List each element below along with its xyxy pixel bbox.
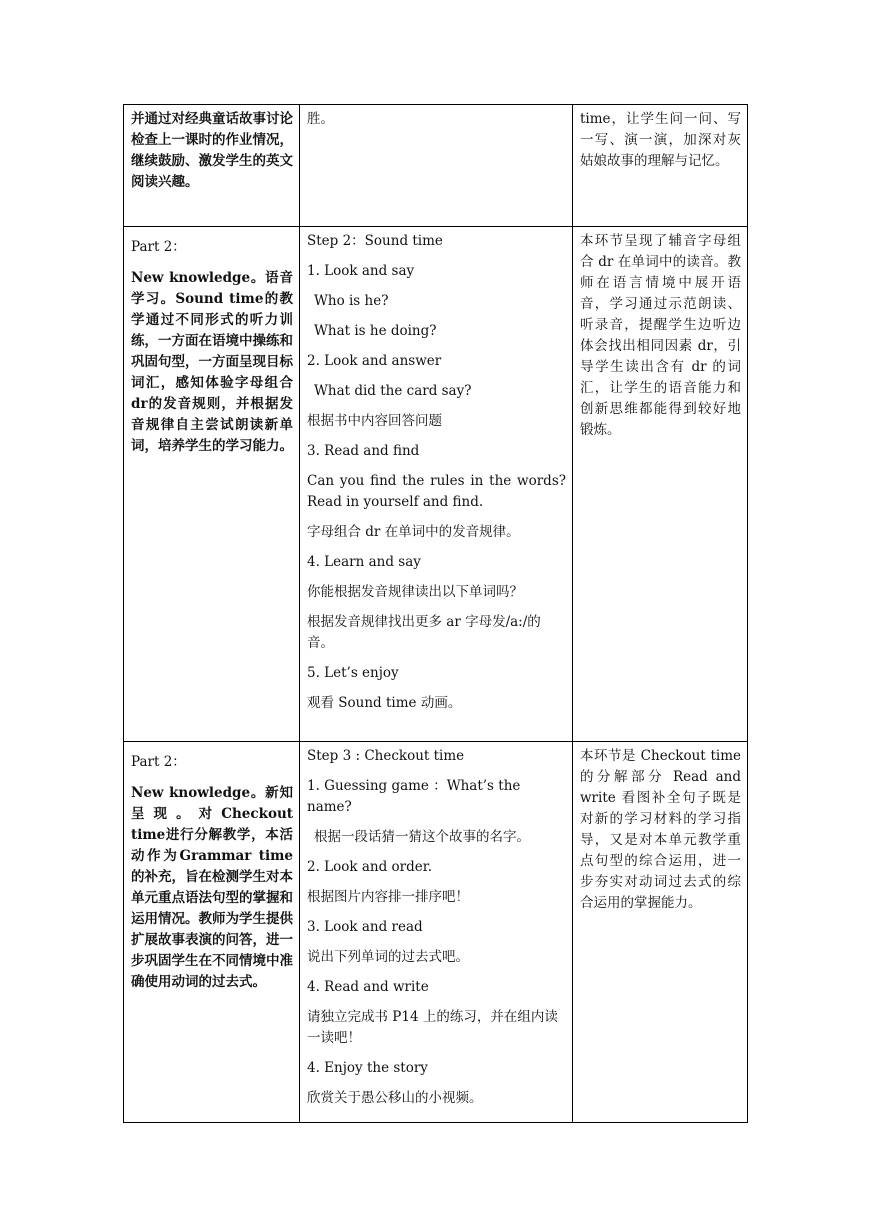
part-label: Part 2： — [131, 754, 186, 770]
activity-line: What is he doing? — [314, 323, 437, 339]
step-title: Step 2：Sound time — [307, 233, 443, 249]
table-row — [124, 227, 748, 742]
objective-text: New knowledge。新知呈现。对Checkout time进行分解教学，本活动作为Grammar time的补充，旨在检测学生对本单元重点语法句型的掌握和运用情况。教师为学生提供扩展故事表演的问答，进一步巩固学生在不同情境中准确使用动词的过去式。 — [131, 785, 293, 990]
objective-text: New knowledge。语音学习。Sound time的教学通过不同形式的听力训练，一方面在语境中操练和巩固句型，一方面呈现目标词汇，感知体验字母组合dr的发音规则，并根据发音规律自主尝试朗读新单词，培养学生的学习能力。 — [131, 270, 293, 454]
activity-line: 3. Look and read — [307, 919, 423, 935]
step-title: Step 3 : Checkout time — [307, 748, 465, 764]
rationale-text: 本环节呈现了辅音字母组合 dr 在单词中的读音。教师在语言情境中展开语音，学习通过示范朗读、听录音，提醒学生边听边体会找出相同因素 dr，引导学生读出含有 dr 的词汇，让学生的语音能力和创新思维都能得到较好地锻炼。 — [580, 233, 741, 438]
activity-line: 根据一段话猜一猜这个故事的名字。 — [314, 829, 530, 845]
rationale-cell — [573, 742, 748, 1123]
objective-text: 并通过对经典童话故事讨论检查上一课时的作业情况，继续鼓励、激发学生的英文阅读兴趣。 — [131, 111, 293, 190]
activity-line: 根据图片内容排一排序吧！ — [307, 889, 469, 905]
lesson-plan-table — [123, 104, 748, 1123]
activity-line: 5. Let’s enjoy — [307, 665, 399, 681]
activity-text: 胜。 — [307, 111, 334, 127]
activity-line: 根据书中内容回答问题 — [307, 413, 442, 429]
activity-line: 4. Read and write — [307, 979, 429, 995]
objective-cell — [124, 105, 300, 227]
activity-line: 观看 Sound time 动画。 — [307, 695, 462, 711]
activity-line: What did the card say? — [314, 383, 472, 399]
activity-line: 1. Look and say — [307, 263, 415, 279]
objective-cell — [124, 742, 300, 1123]
table-row — [124, 742, 748, 1123]
activity-line: 根据发音规律找出更多 ar 字母发/a:/的音。 — [307, 614, 541, 651]
rationale-cell — [573, 105, 748, 227]
rationale-text: 本环节是 Checkout time 的分解部分 Read and write 看图补全句子既是对新的学习材料的学习指导，又是对本单元教学重点句型的综合运用，进一步夯实对动词过去式的综合运用的掌握能力。 — [580, 748, 741, 911]
rationale-cell — [573, 227, 748, 742]
activity-line: 欣赏关于愚公移山的小视频。 — [307, 1090, 483, 1106]
table-row — [124, 105, 748, 227]
activity-line: 你能根据发音规律读出以下单词吗？ — [307, 584, 523, 600]
activity-line: Who is he? — [314, 293, 389, 309]
activity-line: 3. Read and find — [307, 443, 420, 459]
activity-line: 2. Look and order. — [307, 859, 433, 875]
activity-cell — [300, 105, 573, 227]
part-label: Part 2： — [131, 239, 186, 255]
activity-cell — [300, 742, 573, 1123]
activity-line: 4. Enjoy the story — [307, 1060, 428, 1076]
activity-cell — [300, 227, 573, 742]
rationale-text: time，让学生问一问、写一写、演一演，加深对灰姑娘故事的理解与记忆。 — [580, 111, 741, 169]
objective-cell — [124, 227, 300, 742]
activity-line: 请独立完成书 P14 上的练习，并在组内读一读吧！ — [307, 1009, 558, 1046]
activity-line: 说出下列单词的过去式吧。 — [307, 949, 469, 965]
activity-line: 1. Guessing game ：What’s the name? — [307, 778, 521, 815]
activity-line: Can you find the rules in the words? Read in yourself and find. — [307, 473, 566, 510]
activity-line: 2. Look and answer — [307, 353, 442, 369]
activity-line: 4. Learn and say — [307, 554, 421, 570]
activity-line: 字母组合 dr 在单词中的发音规律。 — [307, 524, 520, 540]
